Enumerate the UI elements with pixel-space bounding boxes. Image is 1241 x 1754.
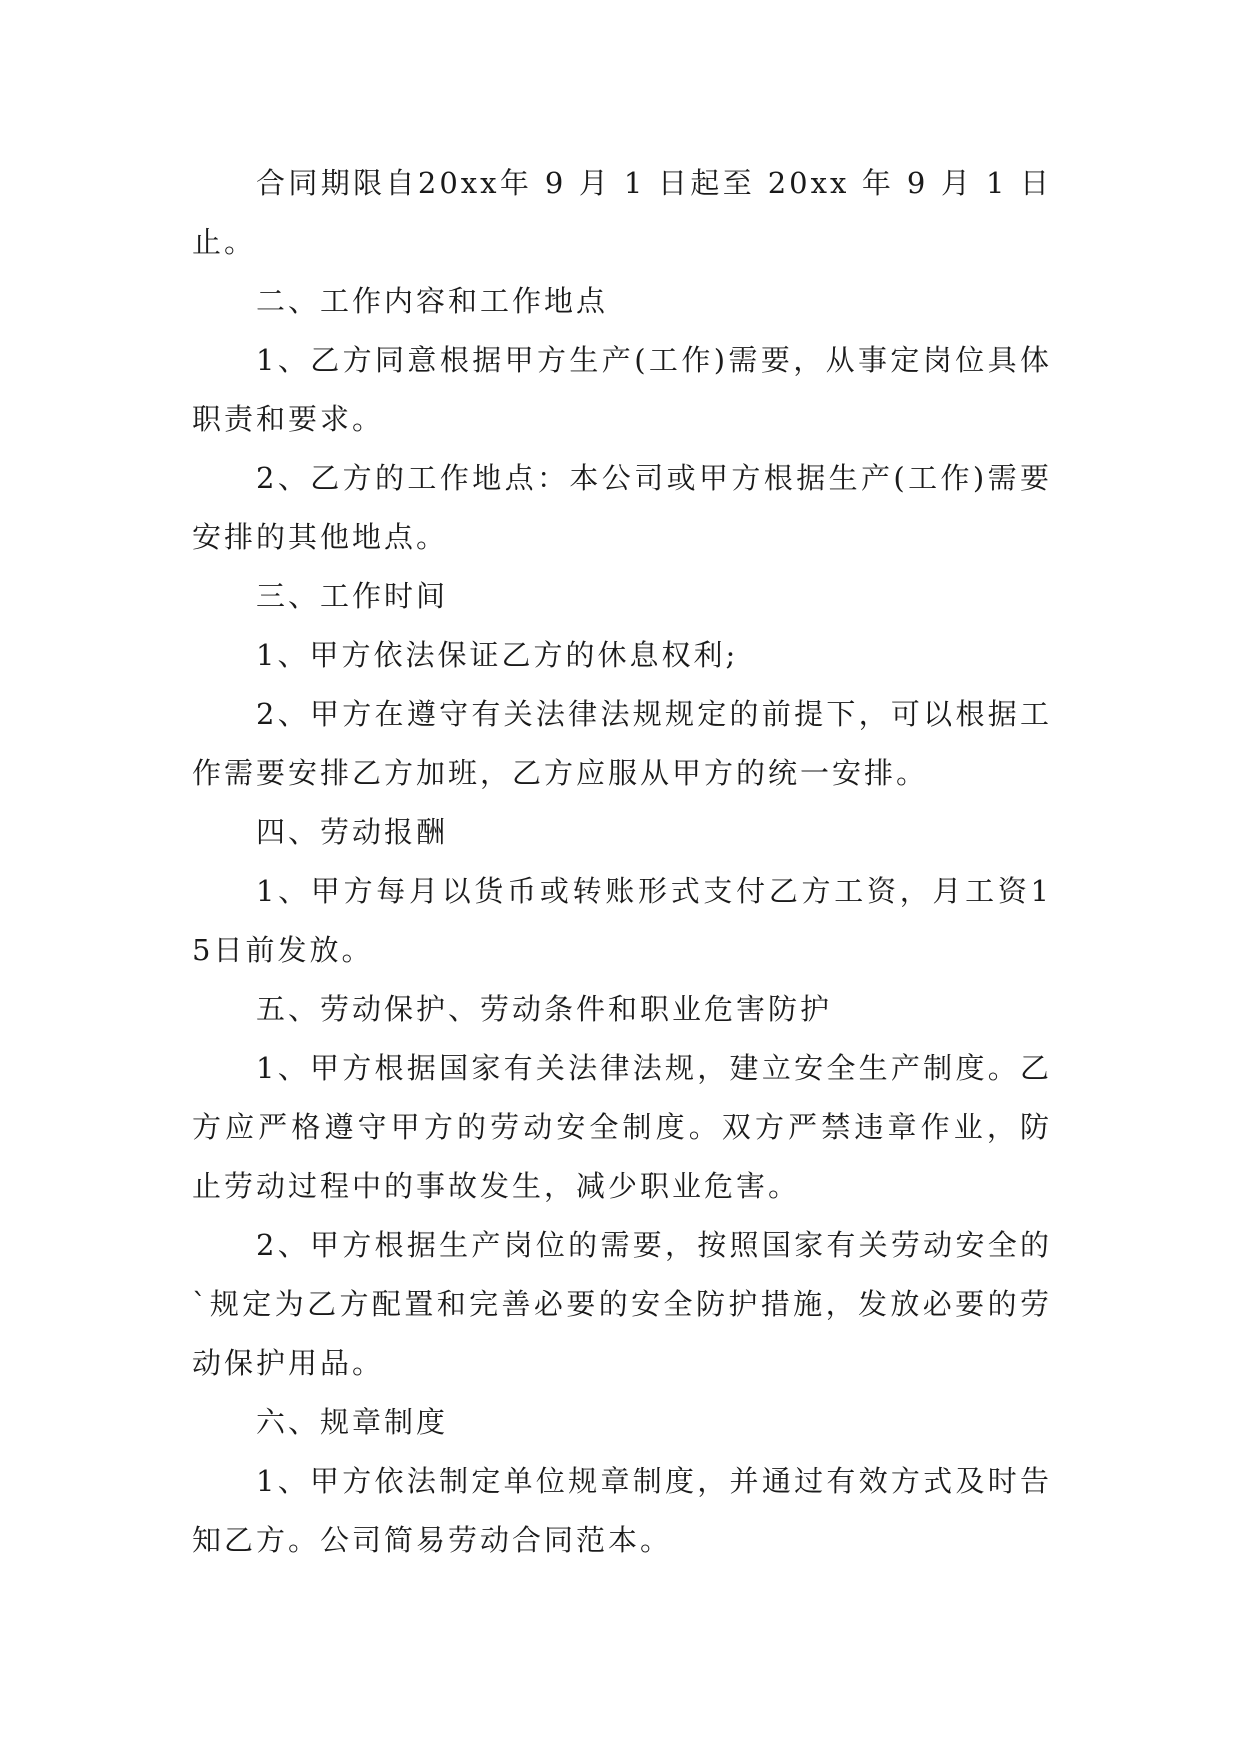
- rules-clause-1: 1、甲方依法制定单位规章制度，并通过有效方式及时告知乙方。公司简易劳动合同范本。: [192, 1464, 1052, 1557]
- work-time-clause-1: 1、甲方依法保证乙方的休息权利;: [256, 638, 739, 672]
- document-page: [192, 154, 1052, 1570]
- contract-term-paragraph: 合同期限自20xx年 9 月 1 日起至 20xx 年 9 月 1 日止。: [192, 166, 1052, 259]
- section-heading-remuneration: 四、劳动报酬: [256, 815, 449, 849]
- section-heading-rules: 六、规章制度: [256, 1405, 449, 1439]
- section-heading-labor-protection: 五、劳动保护、劳动条件和职业危害防护: [256, 992, 833, 1026]
- work-content-clause-1: 1、乙方同意根据甲方生产(工作)需要，从事定岗位具体职责和要求。: [192, 343, 1052, 436]
- work-content-clause-2: 2、乙方的工作地点：本公司或甲方根据生产(工作)需要安排的其他地点。: [192, 461, 1052, 554]
- labor-protection-clause-2: 2、甲方根据生产岗位的需要，按照国家有关劳动安全的`规定为乙方配置和完善必要的安全防护措施，发放必要的劳动保护用品。: [192, 1228, 1052, 1380]
- section-heading-work-content: 二、工作内容和工作地点: [256, 284, 609, 318]
- labor-protection-clause-1: 1、甲方根据国家有关法律法规，建立安全生产制度。乙方应严格遵守甲方的劳动安全制度。双方严禁违章作业，防止劳动过程中的事故发生，减少职业危害。: [192, 1051, 1052, 1203]
- remuneration-clause-1: 1、甲方每月以货币或转账形式支付乙方工资，月工资15日前发放。: [192, 874, 1052, 967]
- section-heading-work-time: 三、工作时间: [256, 579, 449, 613]
- work-time-clause-2: 2、甲方在遵守有关法律法规规定的前提下，可以根据工作需要安排乙方加班，乙方应服从甲方的统一安排。: [192, 697, 1052, 790]
